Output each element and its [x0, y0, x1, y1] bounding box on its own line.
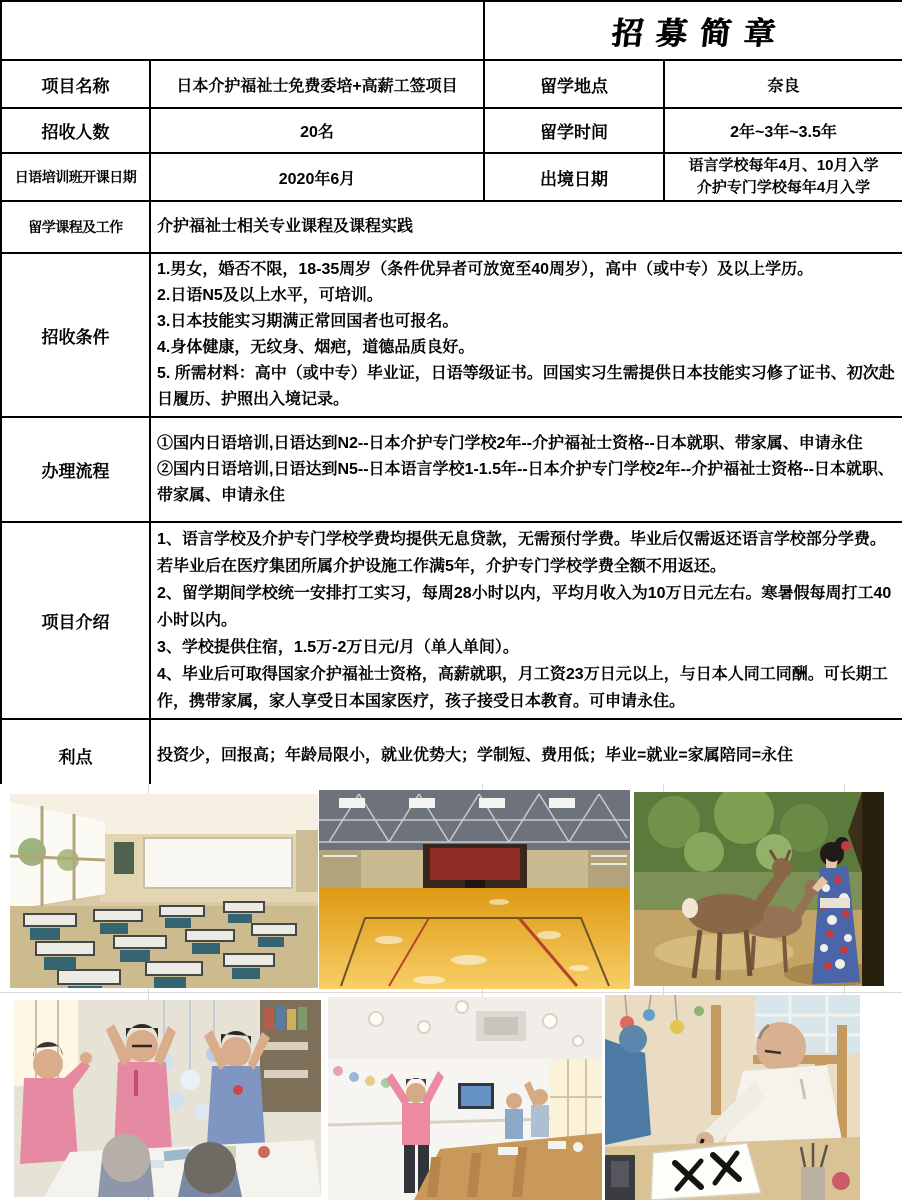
departure-line-2: 介护专门学校每年4月入学	[696, 179, 871, 196]
label-requirements: 招收条件	[1, 253, 150, 417]
row-dates	[1, 153, 902, 201]
row-project-name	[1, 60, 902, 108]
value-enrollment-count: 20名	[150, 108, 484, 153]
value-study-duration: 2年~3年~3.5年	[664, 108, 902, 153]
page-title: 招募简章	[609, 16, 790, 51]
value-course-start-date: 2020年6月	[150, 153, 484, 201]
label-study-duration: 留学时间	[484, 108, 664, 153]
label-introduction: 项目介绍	[1, 522, 150, 719]
photo-gymnasium	[319, 790, 630, 989]
value-study-location: 奈良	[664, 60, 902, 108]
care-exercise-illustration	[328, 997, 602, 1200]
title-row	[1, 1, 902, 60]
value-courses	[150, 201, 902, 253]
empty-cell	[1, 1, 484, 60]
departure-line-1: 语言学校每年4月、10月入学	[688, 157, 879, 174]
label-courses: 留学课程及工作	[1, 201, 150, 253]
value-project-name: 日本介护福祉士免费委培+高薪工签项目	[150, 60, 484, 108]
label-study-location: 留学地点	[484, 60, 664, 108]
value-requirements	[150, 253, 902, 417]
courses-line: 介护福祉士相关专业课程及课程实践	[157, 218, 414, 235]
gridline-horizontal	[0, 992, 902, 993]
care-activity-illustration	[14, 1000, 321, 1197]
requirement-item: 2.日语N5及以上水平，可培训。	[157, 287, 383, 304]
label-course-start-date: 日语培训班开课日期	[1, 153, 150, 201]
label-advantages: 利点	[1, 719, 150, 792]
classroom-illustration	[10, 794, 318, 988]
advantages-line: 投资少，回报高；年龄局限小，就业优势大；学制短、费用低；毕业=就业=家属陪同=永住	[157, 746, 794, 764]
introduction-item: 3、学校提供住宿，1.5万-2万日元/月（单人单间）。	[157, 639, 519, 656]
value-introduction	[150, 522, 902, 719]
photo-nara-deer	[634, 792, 884, 986]
label-enrollment-count: 招收人数	[1, 108, 150, 153]
photo-calligraphy	[605, 995, 860, 1200]
calligraphy-illustration	[605, 995, 860, 1200]
introduction-item: 4、毕业后可取得国家介护福祉士资格，高薪就职，月工资23万日元以上，与日本人同工同酬。可长期工作，携带家属，家人享受日本国家医疗，孩子接受日本教育。可申请永住。	[157, 666, 888, 710]
value-departure-date	[664, 153, 902, 201]
photo-gallery	[0, 784, 902, 1200]
row-process	[1, 417, 902, 522]
gymnasium-illustration	[319, 790, 630, 989]
row-courses	[1, 201, 902, 253]
requirement-item: 4.身体健康，无纹身、烟疤，道德品质良好。	[157, 339, 475, 356]
requirement-item: 1.男女，婚否不限，18-35周岁（条件优异者可放宽至40周岁），高中（或中专）及以上学历。	[157, 261, 814, 278]
label-process: 办理流程	[1, 417, 150, 522]
value-process	[150, 417, 902, 522]
requirement-item: 3.日本技能实习期满正常回国者也可报名。	[157, 313, 459, 330]
requirement-item: 5. 所需材料：高中（或中专）毕业证，日语等级证书。回国实习生需提供日本技能实习修了证书、初次赴日履历、护照出入境记录。	[157, 365, 895, 408]
row-introduction	[1, 522, 902, 719]
label-departure-date: 出境日期	[484, 153, 664, 201]
label-project-name: 项目名称	[1, 60, 150, 108]
process-item: ①国内日语培训,日语达到N2--日本介护专门学校2年--介护福祉士资格--日本就职、带家属、申请永住	[157, 434, 863, 452]
row-enrollment	[1, 108, 902, 153]
photo-care-exercise	[328, 997, 602, 1200]
row-requirements	[1, 253, 902, 417]
process-item: ②国内日语培训,日语达到N5--日本语言学校1-1.5年--日本介护专门学校2年--介护福祉士资格--日本就职、带家属、申请永住	[157, 460, 894, 504]
value-advantages	[150, 719, 902, 792]
title-cell	[484, 1, 902, 60]
introduction-item: 1、语言学校及介护专门学校学费均提供无息贷款，无需预付学费。毕业后仅需返还语言学校部分学费。若毕业后在医疗集团所属介护设施工作满5年，介护专门学校学费全额不用返还。	[157, 531, 886, 575]
photo-classroom	[10, 794, 318, 988]
introduction-item: 2、留学期间学校统一安排打工实习，每周28小时以内，平均月收入为10万日元左右。寒暑假每周打工40小时以内。	[157, 585, 892, 629]
photo-care-activity	[14, 1000, 321, 1197]
nara-deer-illustration	[634, 792, 884, 986]
row-advantages	[1, 719, 902, 792]
